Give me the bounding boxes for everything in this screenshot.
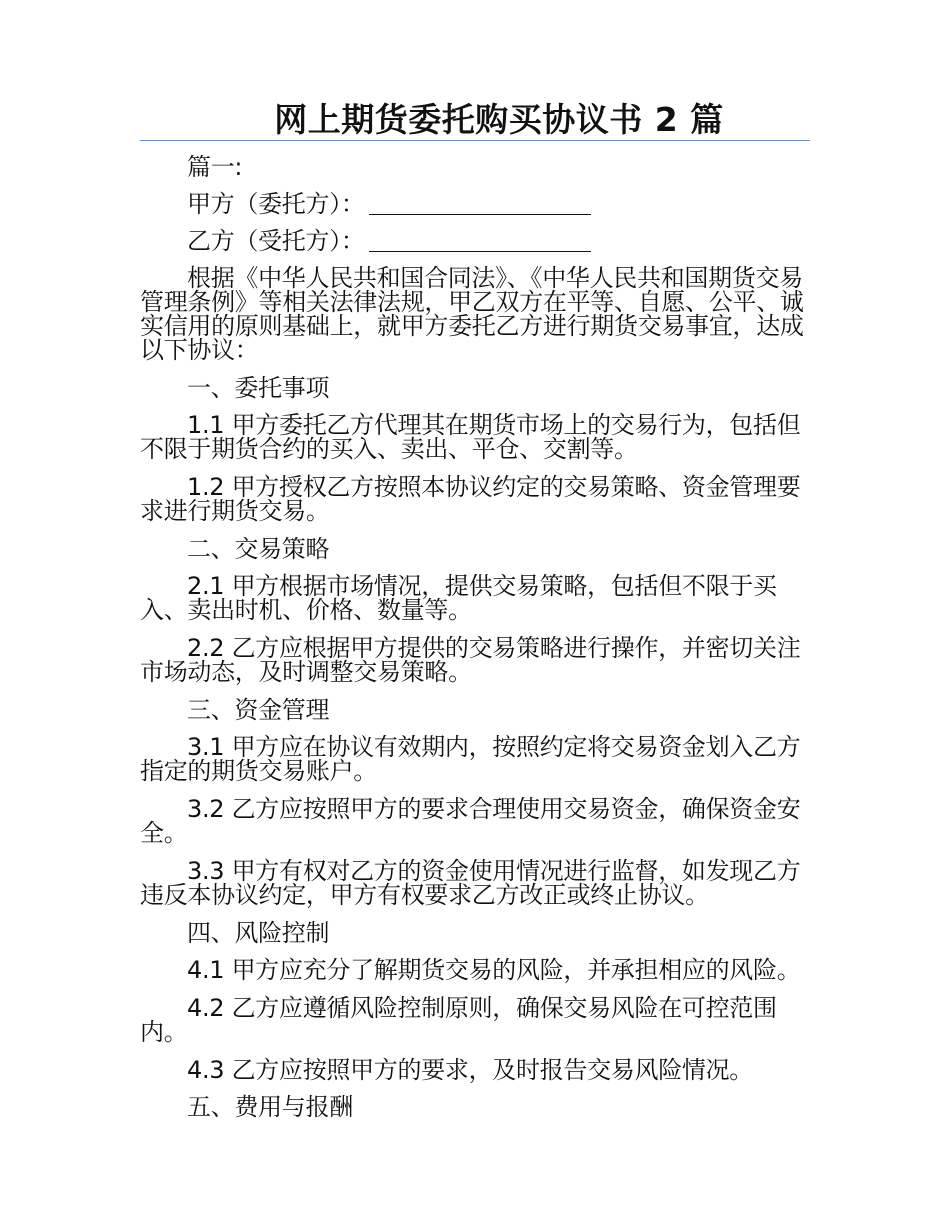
section-heading: 一、委托事项 [187,374,330,402]
party-b-blank [369,229,591,252]
clause-paragraph: 4.2 乙方应遵循风险控制原则，确保交易风险在可控范围内。 [140,994,777,1046]
clause-paragraph: 4.3 乙方应按照甲方的要求，及时报告交易风险情况。 [187,1056,753,1084]
document-title: 网上期货委托购买协议书 2 篇 [274,100,724,139]
party-a-blank [369,192,591,215]
clause-paragraph: 2.2 乙方应根据甲方提供的交易策略进行操作，并密切关注市场动态，及时调整交易策略。 [140,634,801,686]
clause-paragraph: 4.1 甲方应充分了解期货交易的风险，并承担相应的风险。 [187,956,801,984]
section-heading: 三、资金管理 [187,696,330,724]
part-label: 篇一: [187,153,243,181]
clause-paragraph: 3.1 甲方应在协议有效期内，按照约定将交易资金划入乙方指定的期货交易账户。 [140,733,801,785]
party-a-label: 甲方（委托方）： [187,190,365,218]
title-divider [140,140,810,141]
section-heading: 五、费用与报酬 [187,1093,353,1121]
clause-paragraph: 2.1 甲方根据市场情况，提供交易策略，包括但不限于买入、卖出时机、价格、数量等。 [140,572,777,624]
clause-paragraph: 1.2 甲方授权乙方按照本协议约定的交易策略、资金管理要求进行期货交易。 [140,473,801,525]
party-b-label: 乙方（受托方）： [187,227,365,255]
document-page [140,100,810,1132]
intro-paragraph: 根据《中华人民共和国合同法》、《中华人民共和国期货交易管理条例》等相关法律法规，甲乙双方在平等、自愿、公平、诚实信用的原则基础上，就甲方委托乙方进行期货交易事宜，达成以下协议： [140,264,804,364]
party-a-line [140,192,810,216]
clause-paragraph: 1.1 甲方委托乙方代理其在期货市场上的交易行为，包括但不限于期货合约的买入、卖出、平仓、交割等。 [140,411,801,463]
clause-paragraph: 3.3 甲方有权对乙方的资金使用情况进行监督，如发现乙方违反本协议约定，甲方有权要求乙方改正或终止协议。 [140,857,801,909]
section-heading: 四、风险控制 [187,919,330,947]
section-heading: 二、交易策略 [187,535,330,563]
clause-paragraph: 3.2 乙方应按照甲方的要求合理使用交易资金，确保资金安全。 [140,795,801,847]
party-b-line [140,229,810,253]
